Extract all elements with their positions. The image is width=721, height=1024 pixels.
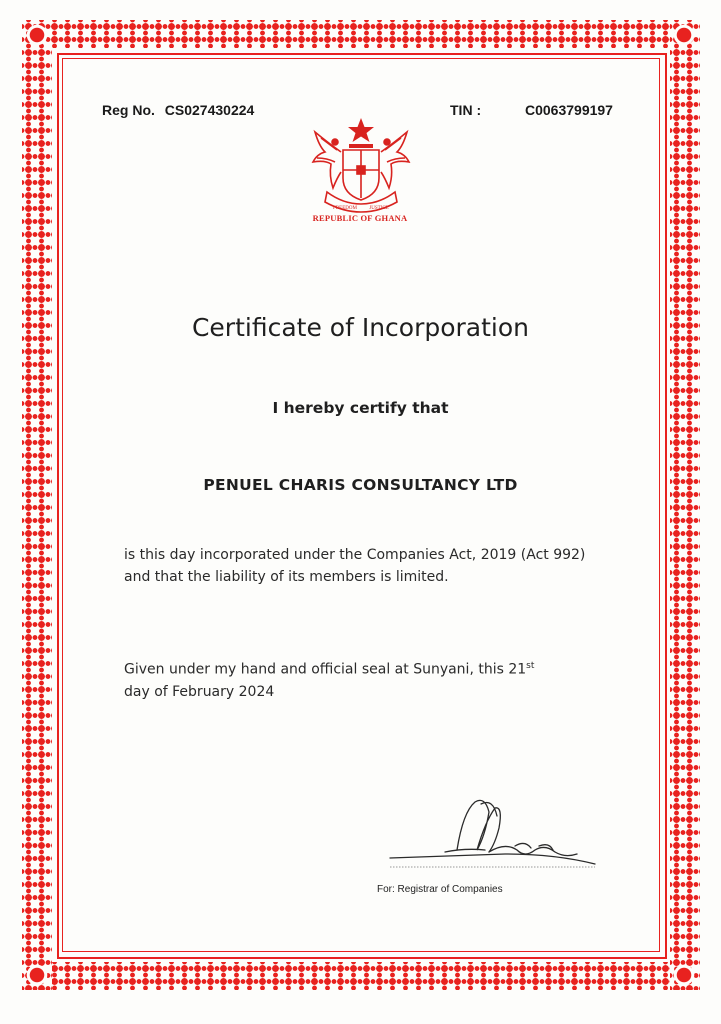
ornamental-border-right	[670, 20, 700, 990]
registrar-label: For: Registrar of Companies	[377, 884, 503, 895]
emblem-ribbon-left: FREEDOM	[333, 206, 357, 211]
given-date: day of February 2024	[124, 683, 275, 700]
reg-number-line	[102, 102, 254, 118]
tin-label: TIN :	[450, 102, 482, 118]
ornamental-border-bottom	[22, 962, 700, 990]
registrar-signature	[385, 792, 600, 872]
corner-ornament-bottom-right	[667, 958, 701, 992]
company-name: PENUEL CHARIS CONSULTANCY LTD	[203, 476, 518, 494]
emblem-caption: REPUBLIC OF GHANA	[312, 213, 408, 223]
tin-number: C0063799197	[525, 102, 613, 118]
given-statement	[124, 655, 604, 703]
corner-ornament-top-left	[20, 18, 54, 52]
corner-ornament-bottom-left	[20, 958, 54, 992]
emblem-ribbon-right: JUSTICE	[369, 206, 389, 211]
certify-line: I hereby certify that	[272, 399, 449, 417]
date-suffix: st	[526, 661, 535, 671]
corner-ornament-top-right	[667, 18, 701, 52]
reg-number: CS027430224	[164, 102, 255, 118]
reg-label: Reg No.	[102, 102, 155, 118]
coat-of-arms-icon	[303, 112, 419, 224]
ornamental-border-top	[22, 20, 700, 48]
tin-line	[450, 102, 613, 118]
given-text: Given under my hand and official seal at Sunyani, this 21	[124, 661, 527, 678]
certificate-title: Certificate of Incorporation	[191, 313, 530, 342]
ornamental-border-left	[22, 20, 52, 990]
incorporation-statement: is this day incorporated under the Companies Act, 2019 (Act 992) and that the liability of its members is limited.	[124, 547, 586, 585]
